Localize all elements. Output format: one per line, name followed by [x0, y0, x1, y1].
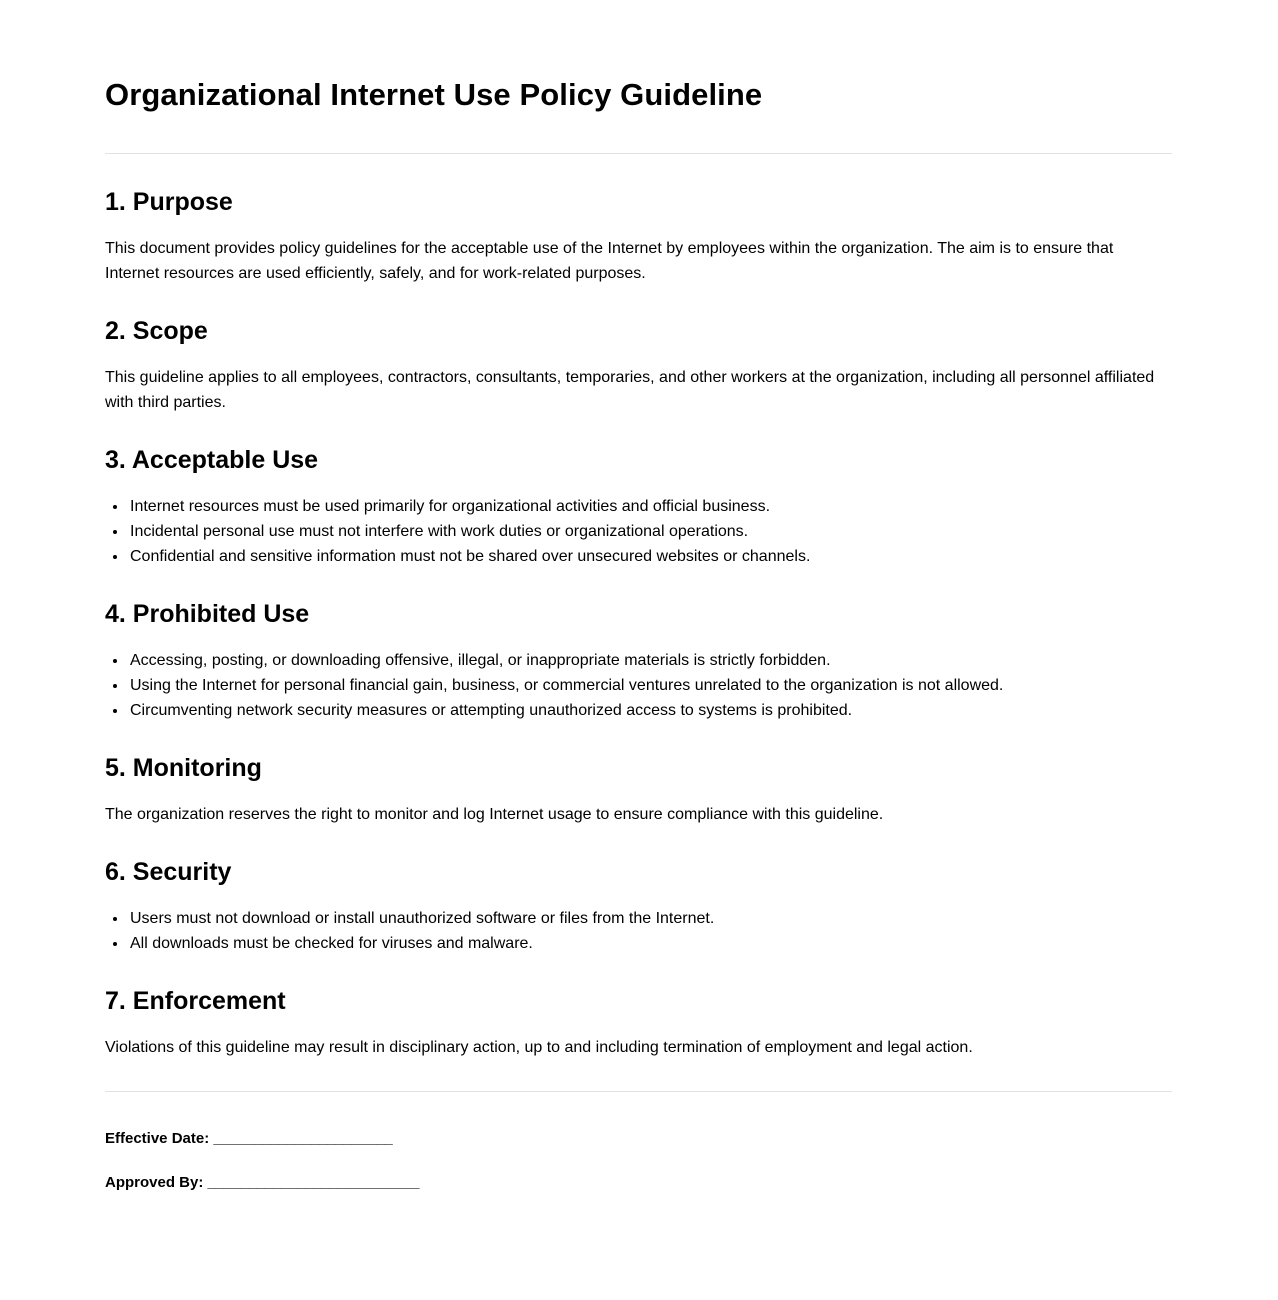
section-paragraph-scope: This guideline applies to all employees, contractors, consultants, temporaries, and other workers at the organization, including all personnel affiliated with third parties.	[105, 368, 1155, 411]
section-security	[105, 857, 1172, 956]
bullet-list-prohibited-use	[105, 648, 1172, 723]
approved-by-blank[interactable]: __________________________	[207, 1173, 420, 1191]
header-divider	[105, 153, 1172, 154]
section-heading-scope: 2. Scope	[105, 316, 208, 345]
section-acceptable-use	[105, 445, 1172, 569]
section-prohibited-use	[105, 599, 1172, 723]
list-item: • Users must not download or install unauthorized software or files from the Internet.	[128, 906, 1172, 931]
section-heading-security: 6. Security	[105, 857, 232, 886]
section-heading-prohibited-use: 4. Prohibited Use	[105, 599, 310, 628]
bullet-list-security	[105, 906, 1172, 956]
signature-block	[105, 1128, 1172, 1194]
section-scope	[105, 316, 1172, 415]
approved-by-row	[105, 1172, 1172, 1194]
footer-divider	[105, 1091, 1172, 1092]
page-title: Organizational Internet Use Policy Guideline	[105, 77, 763, 112]
section-enforcement	[105, 986, 1172, 1060]
list-item: • Circumventing network security measures or attempting unauthorized access to systems is prohibited.	[128, 698, 1172, 723]
effective-date-row	[105, 1128, 1172, 1150]
list-item: • All downloads must be checked for viruses and malware.	[128, 931, 1172, 956]
section-paragraph-enforcement: Violations of this guideline may result in disciplinary action, up to and including termination of employment and legal action.	[105, 1038, 973, 1056]
effective-date-label: Effective Date:	[105, 1129, 214, 1147]
section-heading-monitoring: 5. Monitoring	[105, 753, 262, 782]
list-item: • Internet resources must be used primarily for organizational activities and official business.	[128, 494, 1172, 519]
section-paragraph-monitoring: The organization reserves the right to monitor and log Internet usage to ensure compliance with this guideline.	[105, 805, 884, 823]
section-monitoring	[105, 753, 1172, 827]
list-item: • Incidental personal use must not interfere with work duties or organizational operations.	[128, 519, 1172, 544]
list-item: • Accessing, posting, or downloading offensive, illegal, or inappropriate materials is strictly forbidden.	[128, 648, 1172, 673]
section-heading-purpose: 1. Purpose	[105, 187, 233, 216]
list-item: • Confidential and sensitive information must not be shared over unsecured websites or channels.	[128, 544, 1172, 569]
section-heading-acceptable-use: 3. Acceptable Use	[105, 445, 319, 474]
section-purpose	[105, 187, 1172, 286]
section-heading-enforcement: 7. Enforcement	[105, 986, 286, 1015]
section-paragraph-purpose: This document provides policy guidelines for the acceptable use of the Internet by employees within the organization. The aim is to ensure that Internet resources are used efficiently, safely, and for work-related purposes.	[105, 239, 1114, 282]
list-item: • Using the Internet for personal financial gain, business, or commercial ventures unrelated to the organization is not allowed.	[128, 673, 1172, 698]
bullet-list-acceptable-use	[105, 494, 1172, 569]
approved-by-label: Approved By:	[105, 1173, 208, 1191]
effective-date-blank[interactable]: ______________________	[213, 1129, 393, 1147]
document-body	[105, 0, 1172, 1194]
